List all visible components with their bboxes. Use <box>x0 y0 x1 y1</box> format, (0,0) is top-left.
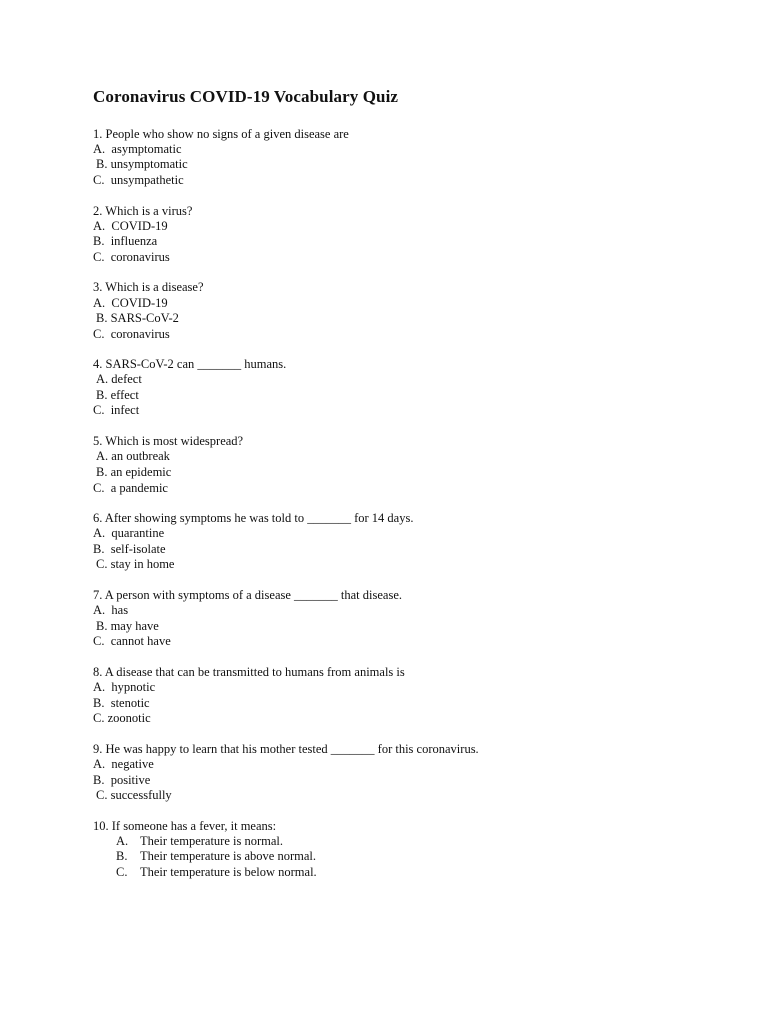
question-6-prompt: 6. After showing symptoms he was told to _______ for 14 days. <box>93 511 414 525</box>
question-1-option-a: A. asymptomatic <box>93 142 182 156</box>
question-8-option-a: A. hypnotic <box>93 680 156 694</box>
question-10-option-a-text: Their temperature is normal. <box>140 834 283 848</box>
question-2-option-c: C. coronavirus <box>93 250 170 264</box>
question-5-option-a: A. an outbreak <box>96 449 170 463</box>
question-1-option-c: C. unsympathetic <box>93 173 184 187</box>
question-10-option-a-letter: A. <box>116 834 129 848</box>
question-3-option-a: A. COVID-19 <box>93 296 168 310</box>
question-4-option-a: A. defect <box>96 372 142 386</box>
question-10-option-c-letter: C. <box>116 865 128 879</box>
question-10-option-b-text: Their temperature is above normal. <box>140 849 316 863</box>
question-2-option-a: A. COVID-19 <box>93 219 168 233</box>
question-7-option-b: B. may have <box>96 619 159 633</box>
question-4-option-c: C. infect <box>93 403 140 417</box>
question-8-option-b: B. stenotic <box>93 696 150 710</box>
question-6-option-b: B. self-isolate <box>93 542 166 556</box>
question-7-option-c: C. cannot have <box>93 634 171 648</box>
question-9-prompt: 9. He was happy to learn that his mother tested _______ for this coronavirus. <box>93 742 479 756</box>
question-3-option-c: C. coronavirus <box>93 327 170 341</box>
question-8-prompt: 8. A disease that can be transmitted to humans from animals is <box>93 665 405 679</box>
question-7-option-a: A. has <box>93 603 129 617</box>
question-6-option-a: A. quarantine <box>93 526 165 540</box>
question-1-prompt: 1. People who show no signs of a given disease are <box>93 127 349 141</box>
question-8-option-c: C. zoonotic <box>93 711 151 725</box>
question-9-option-c: C. successfully <box>96 788 172 802</box>
question-2-prompt: 2. Which is a virus? <box>93 204 193 218</box>
question-6-option-c: C. stay in home <box>96 557 175 571</box>
question-3-prompt: 3. Which is a disease? <box>93 280 204 294</box>
question-5-prompt: 5. Which is most widespread? <box>93 434 244 448</box>
question-5-option-b: B. an epidemic <box>96 465 172 479</box>
question-2-option-b: B. influenza <box>93 234 158 248</box>
quiz-title: Coronavirus COVID-19 Vocabulary Quiz <box>93 87 399 106</box>
question-10-option-b-letter: B. <box>116 849 128 863</box>
question-10-prompt: 10. If someone has a fever, it means: <box>93 819 277 833</box>
question-7-prompt: 7. A person with symptoms of a disease _______ that disease. <box>93 588 402 602</box>
question-9-option-b: B. positive <box>93 773 151 787</box>
question-4-prompt: 4. SARS-CoV-2 can _______ humans. <box>93 357 287 371</box>
question-10-option-c-text: Their temperature is below normal. <box>140 865 317 879</box>
question-9-option-a: A. negative <box>93 757 154 771</box>
question-5-option-c: C. a pandemic <box>93 481 168 495</box>
question-4-option-b: B. effect <box>96 388 139 402</box>
question-1-option-b: B. unsymptomatic <box>96 157 188 171</box>
question-3-option-b: B. SARS-CoV-2 <box>96 311 179 325</box>
